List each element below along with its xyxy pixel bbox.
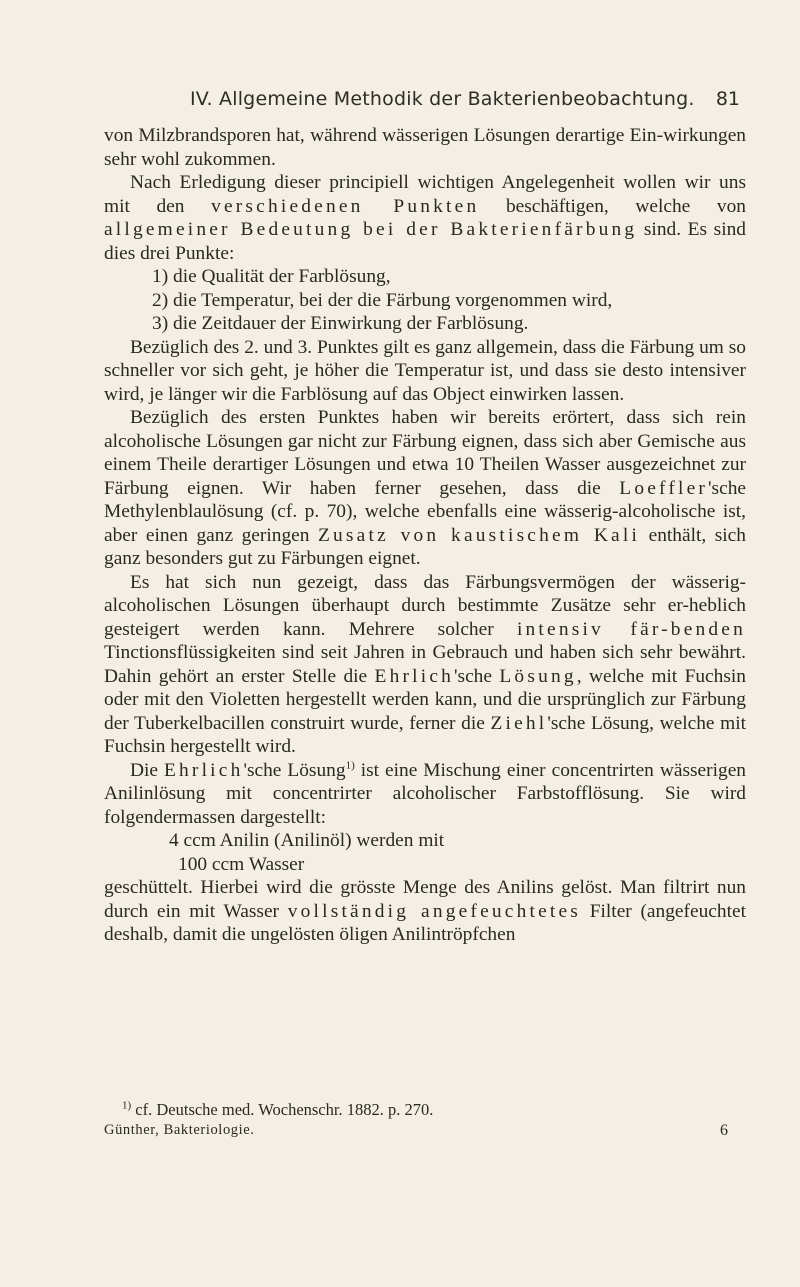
paragraph: geschüttelt. Hierbei wird die grösste Menge des Anilins gelöst. Man filtrirt nun durch ein mit Wasser vollständig angefeuchtetes Filter (angefeuchtet deshalb, damit die ungelösten öligen Anilintröpfchen [104,877,746,945]
page-number: 81 [715,88,740,110]
footnote [122,1100,722,1120]
paragraph: Nach Erledigung dieser principiell wichtigen Angelegenheit wollen wir uns mit den verschiedenen Punkten beschäftigen, welche von allgemeiner Bedeutung bei der Bakterienfärbung sind. Es sind dies drei Punkte: [104,172,746,264]
paragraph: von Milzbrandsporen hat, während wässerigen Lösungen derartige Ein-wirkungen sehr wohl zukommen. [104,125,746,170]
footnote-reference[interactable]: 1) [345,759,355,772]
paragraph: Bezüglich des ersten Punktes haben wir bereits erörtert, dass sich rein alcoholische Lösungen gar nicht zur Färbung eignen, dass sich aber Gemische aus einem Theile derartiger Lösungen und etwa 10 Theilen Wasser ausgezeichnet zur Färbung eignen. Wir haben ferner gesehen, dass die Loeffler'sche Methylenblaulösung (cf. p. 70), welche ebenfalls eine wässerig-alcoholische ist, aber einen ganz geringen Zusatz von kaustischem Kali enthält, sich ganz besonders gut zu Färbungen eignet. [104,407,746,569]
emphasis-spaced: intensiv fär-benden [516,618,746,640]
paragraph: Die Ehrlich'sche Lösung$^{1)}$ ist eine Mischung einer concentrirten wässerigen Anilinlösung mit concentrirter alcoholischer Farbstofflösung. Sie wird folgendermassen dargestellt: [104,759,746,828]
footnote-text: cf. Deutsche med. Wochenschr. 1882. p. 270. [131,1100,434,1119]
chapter-title: IV. Allgemeine Methodik der Bakterienbeobachtung. [190,88,695,110]
recipe-line: 100 ccm Wasser [178,853,305,875]
author-name: Ehrlich [163,759,244,781]
signature-mark: Günther, Bakteriologie. [104,1122,255,1138]
body-text [104,124,746,947]
emphasis-spaced: allgemeiner Bedeutung bei der Bakterienfärbung [104,219,638,240]
signature-number: 6 [720,1122,728,1139]
emphasis-spaced: Lösung [499,665,577,687]
emphasis-spaced: Zusatz von kaustischem Kali [317,524,641,546]
paragraph: Bezüglich des 2. und 3. Punktes gilt es ganz allgemein, dass die Färbung um so schneller vor sich geht, je höher die Temperatur ist, und dass sie desto intensiver wird, je länger wir die Farblösung auf das Object einwirken lassen. [104,336,746,405]
footnote-marker: 1) [122,1099,132,1112]
list-item: 3) die Zeitdauer der Einwirkung der Farblösung. [152,313,529,334]
paragraph: Es hat sich nun gezeigt, dass das Färbungsvermögen der wässerig-alcoholischen Lösungen überhaupt durch bestimmte Zusätze sehr er-heblich gesteigert werden kann. Mehrere solcher intensiv fär-benden Tinctionsflüssigkeiten sind seit Jahren in Gebrauch und haben sich sehr bewährt. Dahin gehört an erster Stelle die Ehrlich'sche Lösung, welche mit Fuchsin oder mit den Violetten hergestellt werden kann, und die ursprünglich zur Färbung der Tuberkelbacillen construirt wurde, ferner die Ziehl'sche Lösung, welche mit Fuchsin hergestellt wird. [104,571,746,757]
running-header [190,88,740,118]
list-item: 1) die Qualität der Farblösung, [152,266,391,287]
author-name: Loeffler [619,477,709,499]
list-item: 2) die Temperatur, bei der die Färbung vorgenommen wird, [152,289,613,311]
recipe-line: 4 ccm Anilin (Anilinöl) werden mit [169,830,445,851]
author-name: Ziehl [490,712,548,734]
emphasis-spaced: vollständig angefeuchtetes [287,900,582,922]
emphasis-spaced: verschiedenen Punkten [211,195,480,217]
author-name: Ehrlich [374,665,455,687]
